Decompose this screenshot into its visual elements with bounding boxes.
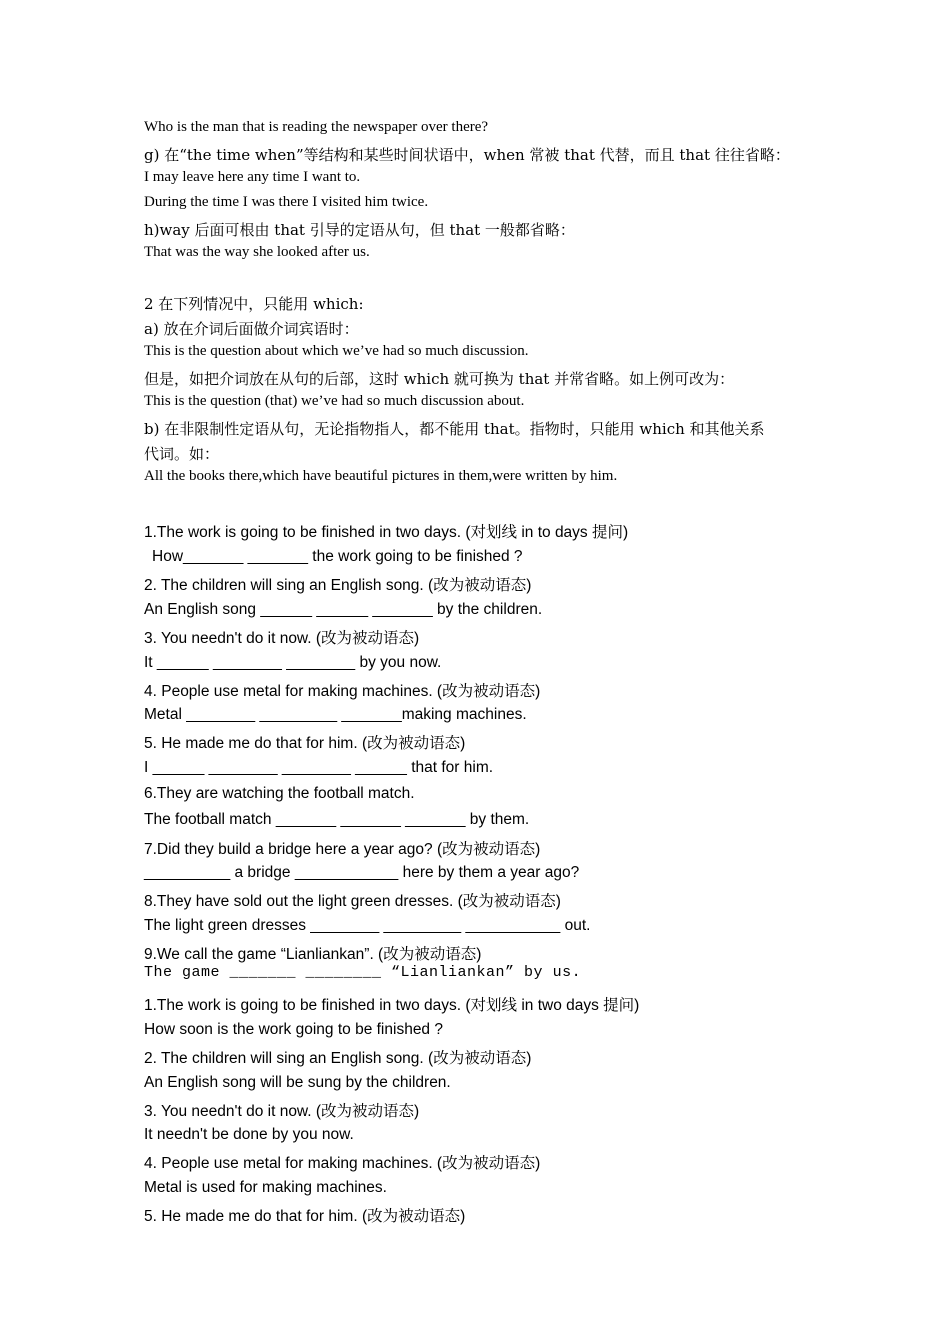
text-line: I may leave here any time I want to. (144, 169, 361, 185)
text-line: h)way 后面可根由 that 引导的定语从句，但 that 一般都省略： (144, 221, 575, 239)
exercise-blank-line: An English song ______ ______ _______ by the children. (144, 601, 543, 618)
text-line: During the time I was there I visited him twice. (144, 194, 429, 210)
text-line: Who is the man that is reading the newspaper over there? (144, 119, 489, 135)
text-line: 代词。如： (144, 445, 220, 463)
exercise-question: 2. The children will sing an English song. (改为被动语态) (144, 577, 532, 594)
text-line: That was the way she looked after us. (144, 244, 370, 260)
exercise-blank-line: How_______ _______ the work going to be finished ? (152, 548, 523, 565)
exercise-blank-line: I ______ ________ ________ ______ that for him. (144, 759, 494, 776)
answer-question: 3. You needn't do it now. (改为被动语态) (144, 1103, 420, 1120)
exercise-blank-line: The light green dresses ________ _________ ___________ out. (144, 917, 591, 934)
exercise-question: 4. People use metal for making machines. (改为被动语态) (144, 683, 541, 700)
text-line: This is the question (that) we’ve had so much discussion about. (144, 393, 525, 409)
section-heading: 2 在下列情况中，只能用 which: (144, 295, 364, 313)
exercise-question: 3. You needn't do it now. (改为被动语态) (144, 630, 420, 647)
exercise-blank-line: The football match _______ _______ _______ by them. (144, 811, 530, 828)
answer-line: Metal is used for making machines. (144, 1179, 387, 1196)
exercise-question: 7.Did they build a bridge here a year ago? (改为被动语态) (144, 841, 541, 858)
answer-question: 5. He made me do that for him. (改为被动语态) (144, 1208, 466, 1225)
answer-line: An English song will be sung by the children. (144, 1074, 451, 1091)
exercise-blank-line: It ______ ________ ________ by you now. (144, 654, 442, 671)
exercise-question: 6.They are watching the football match. (144, 785, 415, 802)
exercise-question: 9.We call the game “Lianliankan”. (改为被动语态) (144, 946, 482, 963)
exercise-question: 5. He made me do that for him. (改为被动语态) (144, 735, 466, 752)
text-line: a) 放在介词后面做介词宾语时： (144, 320, 359, 338)
text-line: 但是，如把介词放在从句的后部，这时 which 就可换为 that 并常省略。如上例可改为： (144, 370, 735, 388)
exercise-blank-line: __________ a bridge ____________ here by them a year ago? (144, 864, 580, 881)
answer-question: 2. The children will sing an English song. (改为被动语态) (144, 1050, 532, 1067)
exercise-question: 1.The work is going to be finished in two days. (对划线 in to days 提问) (144, 524, 629, 541)
exercise-blank-line: The game _______ ________ “Lianliankan” by us. (144, 964, 582, 981)
text-line: All the books there,which have beautiful pictures in them,were written by him. (144, 468, 618, 484)
answer-line: It needn't be done by you now. (144, 1126, 354, 1143)
exercise-blank-line: Metal ________ _________ _______making machines. (144, 706, 527, 723)
text-line: b) 在非限制性定语从句，无论指物指人，都不能用 that。指物时，只能用 which 和其他关系 (144, 420, 765, 438)
answer-line: How soon is the work going to be finished ? (144, 1021, 443, 1038)
text-line: g) 在“the time when”等结构和某些时间状语中，when 常被 that 代替，而且 that 往往省略： (144, 146, 790, 164)
exercise-question: 8.They have sold out the light green dresses. (改为被动语态) (144, 893, 561, 910)
answer-question: 1.The work is going to be finished in two days. (对划线 in two days 提问) (144, 997, 640, 1014)
text-line: This is the question about which we’ve had so much discussion. (144, 343, 529, 359)
answer-question: 4. People use metal for making machines. (改为被动语态) (144, 1155, 541, 1172)
